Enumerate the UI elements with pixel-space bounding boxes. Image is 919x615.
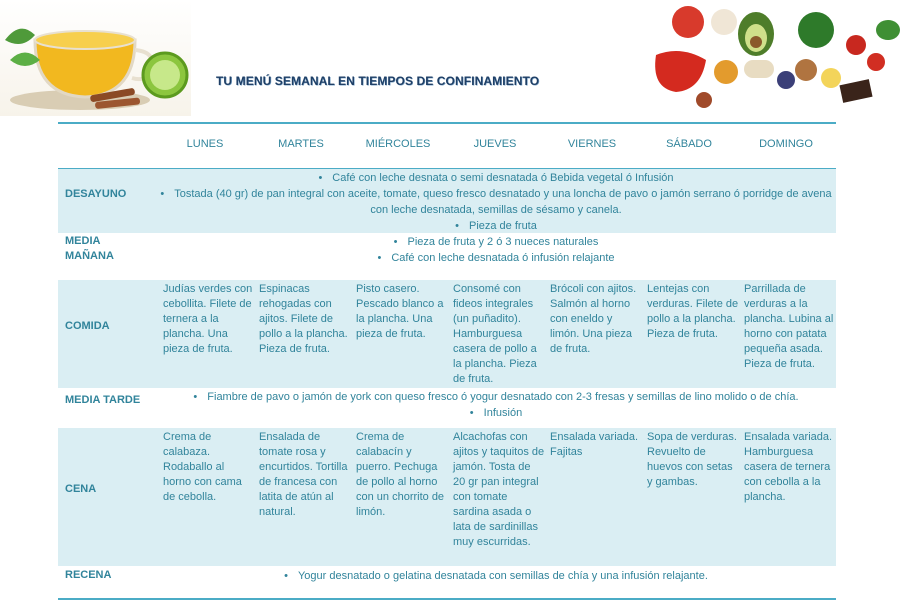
tomato bbox=[672, 6, 704, 38]
media-manana-item: • Café con leche desnatada ó infusión relajante bbox=[156, 250, 836, 266]
lettuce bbox=[876, 20, 900, 40]
day-header-miercoles: MIÉRCOLES bbox=[365, 138, 431, 150]
row-label-cena: CENA bbox=[65, 483, 97, 495]
media-tarde-item: • Fiambre de pavo o jamón de york con queso fresco ó yogur desnatado con 2-3 fresas y semillas de lino molido o de chía. bbox=[156, 389, 836, 405]
comida-cell-martes: Espinacas rehogadas con ajitos. Filete de pollo a la plancha. Pieza de fruta. bbox=[259, 283, 348, 355]
page-title: TU MENÚ SEMANAL EN TIEMPOS DE CONFINAMIENTO bbox=[216, 74, 540, 88]
comida-cell-lunes: Judías verdes con cebollita. Filete de ternera a la plancha. Una pieza de fruta. bbox=[163, 283, 253, 355]
comida-cell-jueves: Consomé con fideos integrales (un puñadito). Hamburguesa casera de pollo a la plancha. Pieza de fruta. bbox=[453, 283, 537, 385]
desayuno-item: • Café con leche desnata o semi desnatada ó Bebida vegetal ó Infusión bbox=[156, 170, 836, 186]
row-label-comida: COMIDA bbox=[65, 320, 110, 332]
comida-cell-domingo: Parrillada de verduras a la plancha. Lubina al horno con patata pequeña asada. Pieza de fruta. bbox=[744, 283, 834, 370]
desayuno-item: • Tostada (40 gr) de pan integral con aceite, tomate, queso fresco desnatado y una loncha de pavo o jamón serrano ó porridge de avena con leche desnatada, semillas de sésamo y canela. bbox=[156, 186, 836, 218]
cena-cell-viernes: Ensalada variada. Fajitas bbox=[550, 431, 639, 458]
dark-chocolate bbox=[839, 79, 872, 103]
day-header-martes: MARTES bbox=[278, 138, 324, 150]
avocado-pit bbox=[750, 36, 762, 48]
media-manana-content bbox=[156, 234, 836, 266]
desayuno-content bbox=[156, 170, 836, 234]
cena-cell-martes: Ensalada de tomate rosa y encurtidos. Tortilla de francesa con latita de atún al natural. bbox=[259, 431, 348, 518]
media-manana-item: • Pieza de fruta y 2 ó 3 nueces naturales bbox=[156, 234, 836, 250]
tea-cup-illustration bbox=[0, 0, 191, 116]
cena-cell-jueves: Alcachofas con ajitos y taquitos de jamón. Tosta de 20 gr pan integral con tomate sardina asada o lata de sardinillas muy escurridas. bbox=[453, 431, 545, 548]
comida-cell-viernes: Brócoli con ajitos. Salmón al horno con eneldo y limón. Una pieza de fruta. bbox=[550, 283, 637, 355]
day-header-domingo: DOMINGO bbox=[759, 138, 813, 150]
garlic bbox=[711, 9, 737, 35]
row-label-media-manana: MEDIA MAÑANA bbox=[65, 235, 114, 262]
media-tarde-item: • Infusión bbox=[156, 405, 836, 421]
cena-cell-lunes: Crema de calabaza. Rodaballo al horno con cama de cebolla. bbox=[163, 431, 242, 503]
tea-surface bbox=[35, 31, 135, 49]
cena-cell-sabado: Sopa de verduras. Revuelto de huevos con setas y gambas. bbox=[647, 431, 737, 488]
blueberries bbox=[777, 71, 795, 89]
media-tarde-content bbox=[156, 389, 836, 421]
row-label-recena: RECENA bbox=[65, 569, 112, 581]
table-top-border bbox=[58, 122, 836, 124]
day-header-sabado: SÁBADO bbox=[666, 138, 712, 150]
oats bbox=[744, 60, 774, 78]
lime-inner bbox=[150, 60, 180, 90]
cherry-tomato-2 bbox=[867, 53, 885, 71]
desayuno-item: • Pieza de fruta bbox=[156, 218, 836, 234]
row-label-media-tarde: MEDIA TARDE bbox=[65, 394, 141, 406]
recena-item: • Yogur desnatado o gelatina desnatada con semillas de chía y una infusión relajante. bbox=[156, 568, 836, 584]
broccoli bbox=[798, 12, 834, 48]
day-header-lunes: LUNES bbox=[186, 138, 224, 150]
comida-cell-sabado: Lentejas con verduras. Filete de pollo a la plancha. Pieza de fruta. bbox=[647, 283, 739, 340]
turmeric bbox=[714, 60, 738, 84]
day-header-jueves: JUEVES bbox=[473, 138, 517, 150]
red-pepper bbox=[655, 51, 706, 92]
vegetables-illustration bbox=[626, 0, 919, 116]
table-bottom-border bbox=[58, 598, 836, 600]
tea-image bbox=[0, 0, 191, 116]
mint-leaf bbox=[5, 29, 35, 44]
day-header-viernes: VIERNES bbox=[567, 138, 617, 150]
nuts bbox=[795, 59, 817, 81]
almonds bbox=[696, 92, 712, 108]
recena-content bbox=[156, 568, 836, 584]
row-label-desayuno: DESAYUNO bbox=[65, 188, 127, 200]
cena-cell-domingo: Ensalada variada. Hamburguesa casera de ternera con cebolla a la plancha. bbox=[744, 431, 833, 503]
cherry-tomato bbox=[846, 35, 866, 55]
vegetables-image bbox=[626, 0, 919, 116]
cena-cell-miercoles: Crema de calabacín y puerro. Pechuga de pollo al horno con un chorrito de limón. bbox=[356, 431, 445, 518]
comida-cell-miercoles: Pisto casero. Pescado blanco a la plancha. Una pieza de fruta. bbox=[356, 283, 444, 340]
lemon bbox=[821, 68, 841, 88]
